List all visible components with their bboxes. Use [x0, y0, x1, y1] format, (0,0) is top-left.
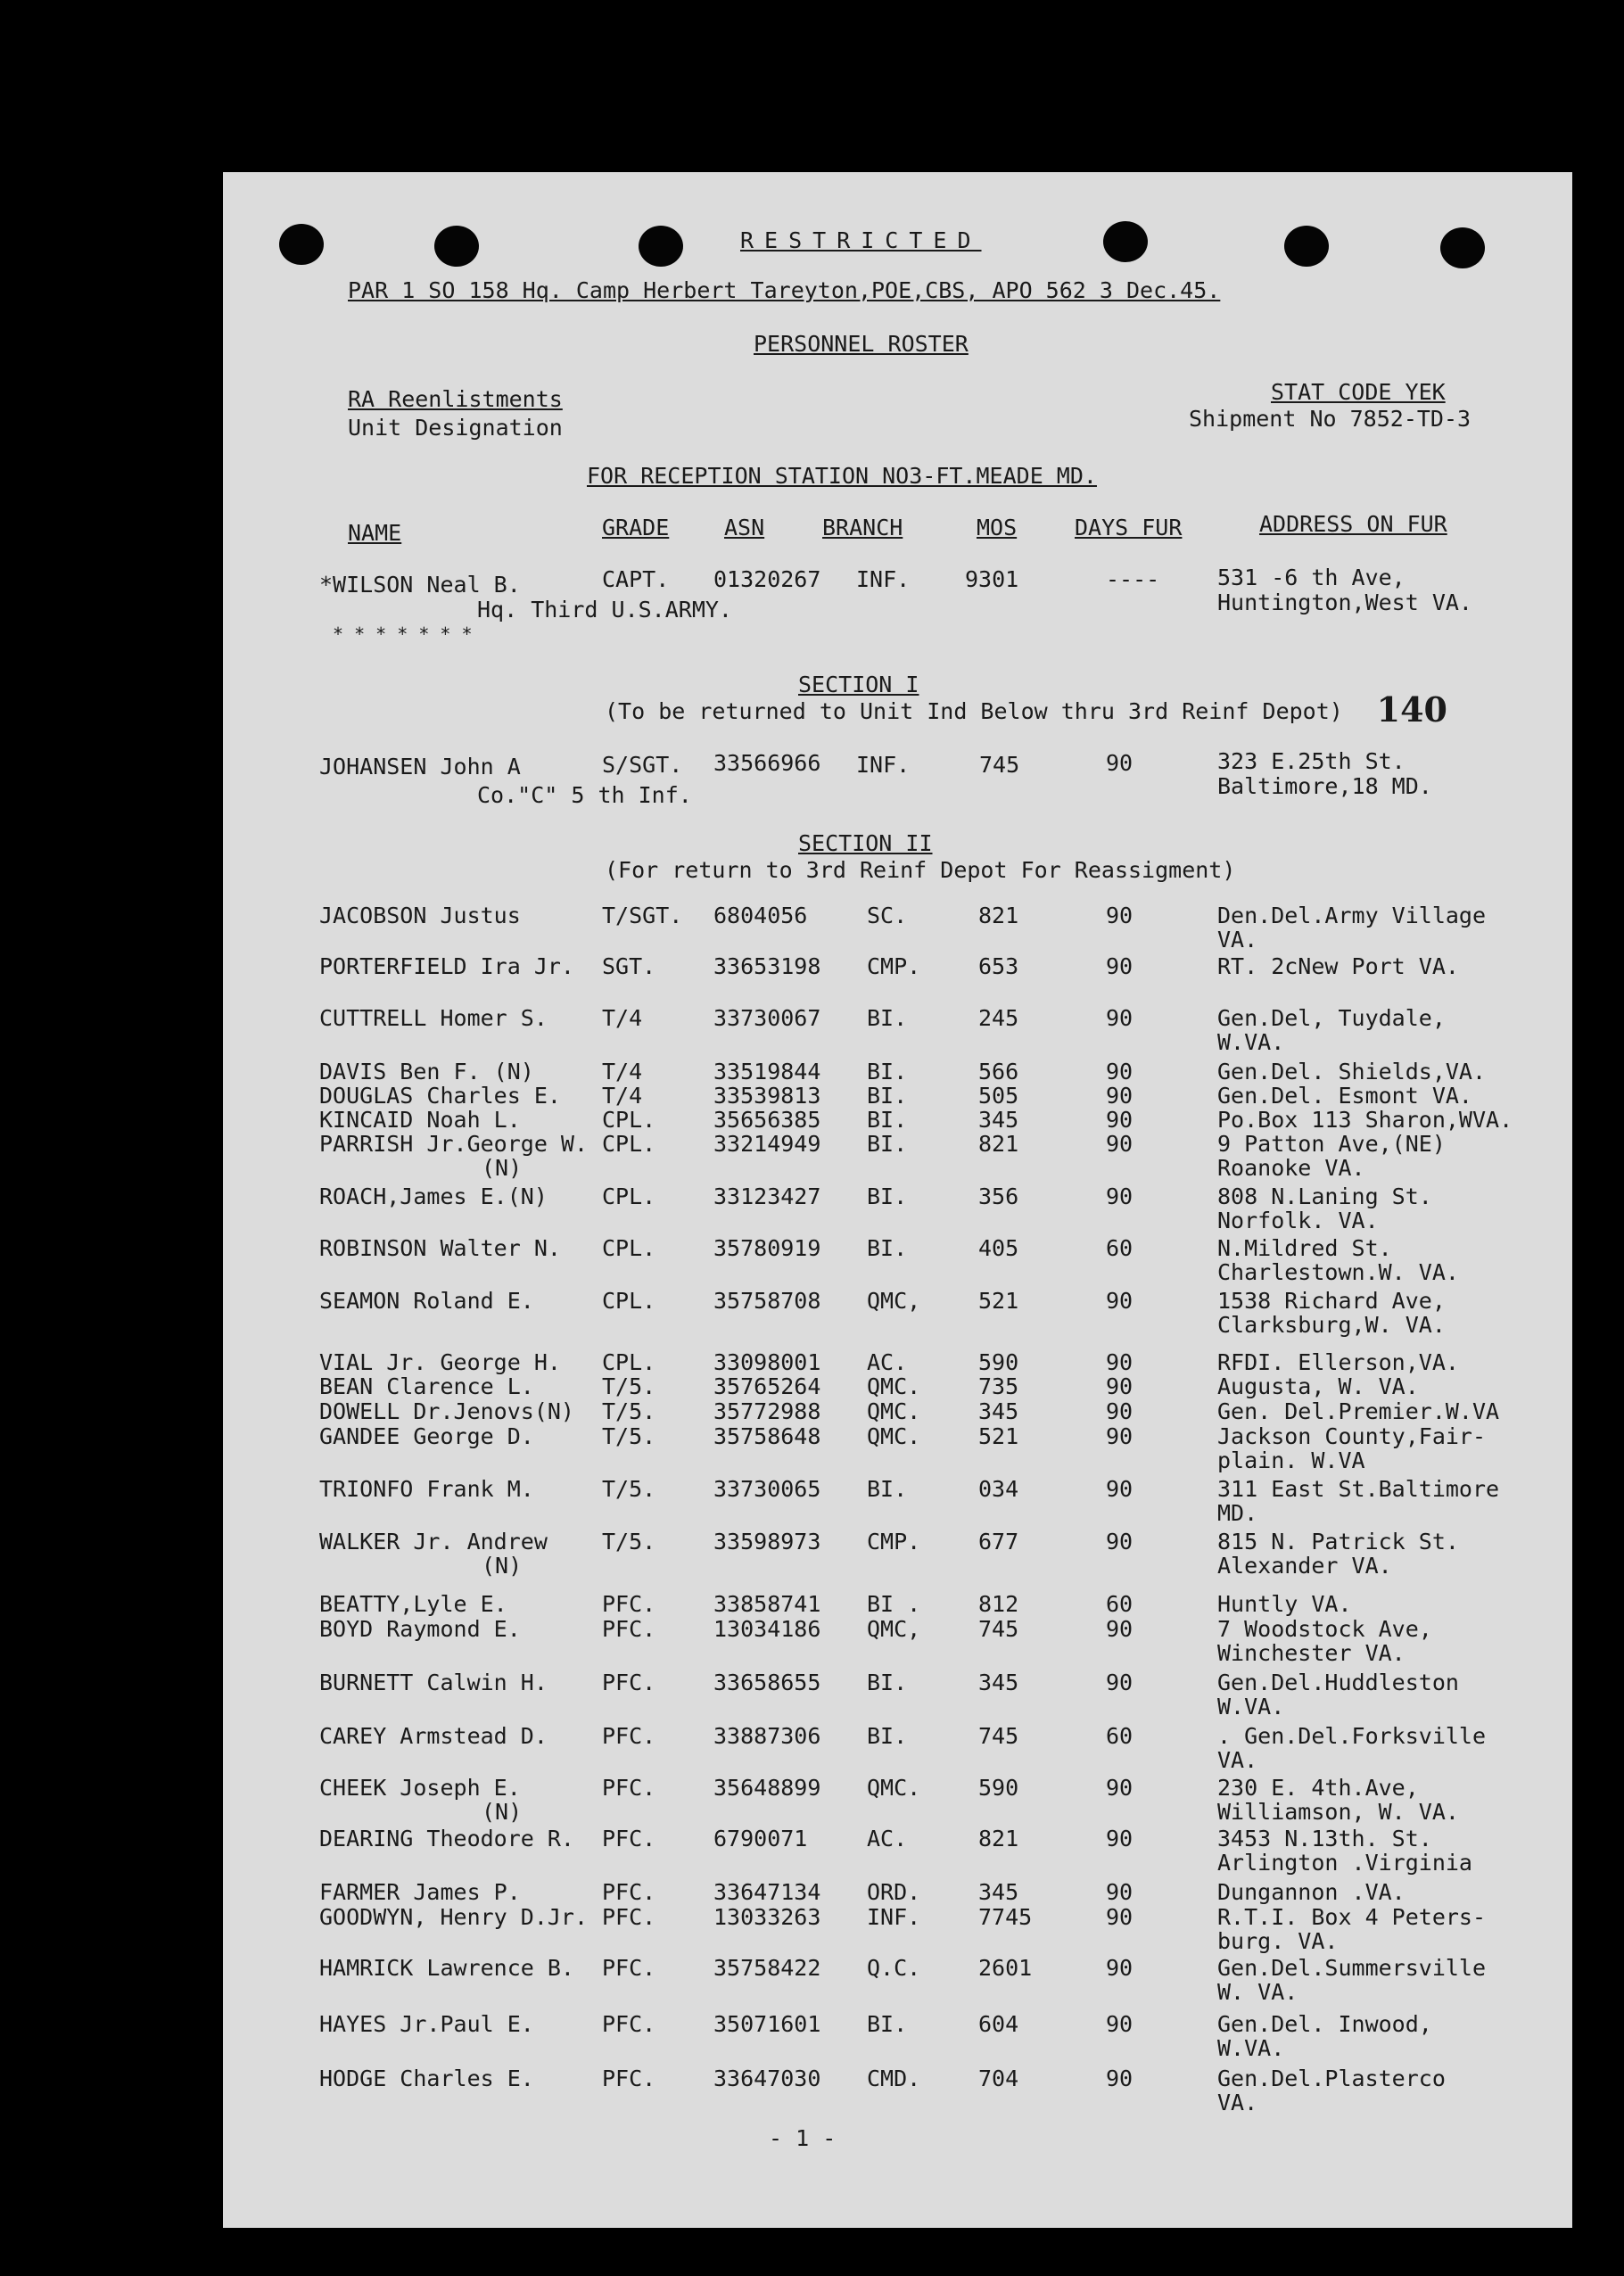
cell-name2: (N) — [482, 1553, 523, 1579]
cell-addr2: Clarksburg,W. VA. — [1217, 1312, 1446, 1338]
cell-asn: 33653198 — [713, 953, 821, 979]
cell-branch: QMC. — [867, 1398, 921, 1424]
officer-name: *WILSON Neal B. — [319, 572, 521, 598]
table-row — [223, 1184, 1572, 1238]
col-address-header: ADDRESS ON FUR — [1259, 511, 1447, 537]
cell-name: ROBINSON Walter N. — [319, 1235, 561, 1261]
punch-hole-5 — [1284, 226, 1329, 267]
cell-grade: SGT. — [602, 953, 656, 979]
cell-addr1: 1538 Richard Ave, — [1217, 1288, 1446, 1314]
cell-addr1: Gen.Del.Huddleston — [1217, 1670, 1459, 1695]
section-1-name: JOHANSEN John A — [319, 754, 521, 779]
cell-name: TRIONFO Frank M. — [319, 1476, 534, 1502]
cell-addr2: MD. — [1217, 1500, 1258, 1526]
cell-branch: BI. — [867, 2011, 908, 2037]
table-row — [223, 1776, 1572, 1829]
col-days-header: DAYS FUR — [1075, 515, 1183, 540]
cell-mos: 345 — [978, 1670, 1019, 1695]
reception-station: FOR RECEPTION STATION NO3-FT.MEADE MD. — [587, 463, 1097, 489]
col-branch-header: BRANCH — [822, 515, 903, 540]
cell-addr1: 7 Woodstock Ave, — [1217, 1616, 1432, 1642]
cell-addr1: 3453 N.13th. St. — [1217, 1826, 1432, 1851]
section-2-title: SECTION II — [798, 830, 933, 856]
cell-branch: BI. — [867, 1235, 908, 1261]
table-row — [223, 1724, 1572, 1777]
officer-mos: 9301 — [965, 566, 1019, 592]
punch-hole-3 — [639, 226, 683, 267]
cell-addr1: Gen.Del. Inwood, — [1217, 2011, 1432, 2037]
cell-name: WALKER Jr. Andrew — [319, 1529, 548, 1554]
section-2-subtitle: (For return to 3rd Reinf Depot For Reassigment) — [605, 857, 1236, 883]
section-1-asn: 33566966 — [713, 750, 821, 776]
cell-days: 90 — [1106, 1879, 1134, 1905]
cell-name: KINCAID Noah L. — [319, 1107, 521, 1133]
cell-asn: 35780919 — [713, 1235, 821, 1261]
cell-days: 60 — [1106, 1591, 1134, 1617]
cell-grade: T/5. — [602, 1398, 656, 1424]
cell-asn: 33098001 — [713, 1349, 821, 1375]
table-row — [223, 1617, 1572, 1670]
cell-asn: 35765264 — [713, 1373, 821, 1399]
cell-mos: 653 — [978, 953, 1019, 979]
cell-mos: 034 — [978, 1476, 1019, 1502]
cell-branch: BI. — [867, 1083, 908, 1109]
cell-mos: 2601 — [978, 1955, 1033, 1981]
officer-stars: * * * * * * * — [333, 623, 473, 645]
cell-branch: BI. — [867, 1005, 908, 1031]
cell-mos: 505 — [978, 1083, 1019, 1109]
cell-name: BURNETT Calwin H. — [319, 1670, 548, 1695]
cell-grade: CPL. — [602, 1349, 656, 1375]
cell-addr2: Alexander VA. — [1217, 1553, 1392, 1579]
cell-days: 90 — [1106, 1670, 1134, 1695]
cell-branch: BI. — [867, 1131, 908, 1157]
cell-grade: PFC. — [602, 1670, 656, 1695]
cell-name: FARMER James P. — [319, 1879, 521, 1905]
cell-addr2: plain. W.VA — [1217, 1447, 1365, 1473]
section-1-mos: 745 — [979, 752, 1020, 778]
cell-grade: PFC. — [602, 1904, 656, 1930]
cell-name2: (N) — [482, 1155, 523, 1181]
table-row — [223, 1289, 1572, 1342]
cell-addr1: Gen.Del. Esmont VA. — [1217, 1083, 1472, 1109]
cell-branch: CMP. — [867, 953, 921, 979]
cell-grade: CPL. — [602, 1288, 656, 1314]
cell-addr2: Williamson, W. VA. — [1217, 1799, 1459, 1825]
cell-addr1: Gen.Del, Tuydale, — [1217, 1005, 1446, 1031]
cell-asn: 6790071 — [713, 1826, 808, 1851]
cell-mos: 735 — [978, 1373, 1019, 1399]
table-row — [223, 2012, 1572, 2066]
cell-asn: 33539813 — [713, 1083, 821, 1109]
cell-addr1: 9 Patton Ave,(NE) — [1217, 1131, 1446, 1157]
cell-name: VIAL Jr. George H. — [319, 1349, 561, 1375]
cell-name: BEAN Clarence L. — [319, 1373, 534, 1399]
cell-addr1: Gen.Del. Shields,VA. — [1217, 1059, 1487, 1084]
cell-mos: 745 — [978, 1723, 1019, 1749]
section-1-branch: INF. — [856, 752, 911, 778]
table-row — [223, 1236, 1572, 1290]
roster-title: PERSONNEL ROSTER — [754, 331, 969, 357]
cell-mos: 566 — [978, 1059, 1019, 1084]
cell-asn: 6804056 — [713, 903, 808, 928]
cell-grade: PFC. — [602, 1591, 656, 1617]
cell-name: BEATTY,Lyle E. — [319, 1591, 507, 1617]
cell-addr2: Charlestown.W. VA. — [1217, 1259, 1459, 1285]
col-name-header: NAME — [348, 520, 402, 546]
cell-name: HAMRICK Lawrence B. — [319, 1955, 574, 1981]
table-row — [223, 1424, 1572, 1478]
cell-branch: BI. — [867, 1183, 908, 1209]
ra-reenlistments: RA Reenlistments — [348, 386, 563, 412]
cell-grade: PFC. — [602, 1723, 656, 1749]
cell-days: 90 — [1106, 1131, 1134, 1157]
cell-addr2: Norfolk. VA. — [1217, 1208, 1379, 1233]
section-1-address-1: 323 E.25th St. — [1217, 748, 1406, 774]
cell-days: 90 — [1106, 903, 1134, 928]
cell-asn: 33123427 — [713, 1183, 821, 1209]
footer-page-number: - 1 - — [769, 2125, 837, 2151]
cell-grade: T/4 — [602, 1005, 643, 1031]
cell-addr1: 808 N.Laning St. — [1217, 1183, 1432, 1209]
cell-addr1: 815 N. Patrick St. — [1217, 1529, 1459, 1554]
table-row — [223, 1827, 1572, 1880]
cell-addr1: Gen. Del.Premier.W.VA — [1217, 1398, 1500, 1424]
cell-days: 90 — [1106, 1183, 1134, 1209]
section-1-grade: S/SGT. — [602, 752, 683, 778]
cell-branch: BI. — [867, 1476, 908, 1502]
punch-hole-6 — [1440, 227, 1485, 268]
table-row — [223, 903, 1572, 957]
cell-branch: AC. — [867, 1826, 908, 1851]
cell-branch: BI. — [867, 1107, 908, 1133]
cell-mos: 345 — [978, 1107, 1019, 1133]
cell-grade: T/5. — [602, 1476, 656, 1502]
cell-name: SEAMON Roland E. — [319, 1288, 534, 1314]
cell-mos: 704 — [978, 2066, 1019, 2091]
cell-addr2: burg. VA. — [1217, 1928, 1339, 1954]
cell-grade: PFC. — [602, 2066, 656, 2091]
cell-addr2: VA. — [1217, 927, 1258, 952]
cell-days: 90 — [1106, 1373, 1134, 1399]
cell-addr2: VA. — [1217, 1747, 1258, 1773]
cell-asn: 35071601 — [713, 2011, 821, 2037]
cell-branch: Q.C. — [867, 1955, 921, 1981]
cell-branch: AC. — [867, 1349, 908, 1375]
cell-name: PARRISH Jr.George W. — [319, 1131, 589, 1157]
officer-grade: CAPT. — [602, 566, 670, 592]
cell-mos: 356 — [978, 1183, 1019, 1209]
cell-branch: BI . — [867, 1591, 921, 1617]
cell-days: 90 — [1106, 2011, 1134, 2037]
cell-days: 90 — [1106, 1616, 1134, 1642]
officer-address-1: 531 -6 th Ave, — [1217, 565, 1406, 590]
punch-hole-2 — [434, 226, 479, 267]
col-grade-header: GRADE — [602, 515, 670, 540]
cell-name: GOODWYN, Henry D.Jr. — [319, 1904, 589, 1930]
cell-days: 60 — [1106, 1723, 1134, 1749]
cell-name: DAVIS Ben F. (N) — [319, 1059, 534, 1084]
cell-grade: PFC. — [602, 2011, 656, 2037]
table-row — [223, 954, 1572, 1008]
officer-unit: Hq. Third U.S.ARMY. — [477, 597, 732, 623]
cell-branch: QMC. — [867, 1423, 921, 1449]
cell-addr1: . Gen.Del.Forksville — [1217, 1723, 1487, 1749]
cell-addr1: RFDI. Ellerson,VA. — [1217, 1349, 1459, 1375]
cell-days: 90 — [1106, 1826, 1134, 1851]
cell-asn: 13034186 — [713, 1616, 821, 1642]
cell-grade: PFC. — [602, 1955, 656, 1981]
cell-mos: 521 — [978, 1423, 1019, 1449]
cell-asn: 33730067 — [713, 1005, 821, 1031]
cell-name: DOUGLAS Charles E. — [319, 1083, 561, 1109]
cell-mos: 590 — [978, 1775, 1019, 1801]
section-1-title: SECTION I — [798, 672, 919, 697]
cell-asn: 35758708 — [713, 1288, 821, 1314]
cell-days: 90 — [1106, 1423, 1134, 1449]
cell-grade: T/5. — [602, 1373, 656, 1399]
cell-addr1: Augusta, W. VA. — [1217, 1373, 1419, 1399]
table-row — [223, 1132, 1572, 1185]
cell-branch: QMC. — [867, 1775, 921, 1801]
cell-branch: BI. — [867, 1723, 908, 1749]
cell-asn: 33598973 — [713, 1529, 821, 1554]
cell-addr1: Gen.Del.Summersville — [1217, 1955, 1487, 1981]
cell-addr1: Jackson County,Fair- — [1217, 1423, 1487, 1449]
cell-grade: T/4 — [602, 1059, 643, 1084]
order-line: PAR 1 SO 158 Hq. Camp Herbert Tareyton,POE,CBS, APO 562 3 Dec.45. — [348, 277, 1221, 303]
cell-addr1: R.T.I. Box 4 Peters- — [1217, 1904, 1487, 1930]
cell-name: BOYD Raymond E. — [319, 1616, 521, 1642]
table-row — [223, 1477, 1572, 1530]
section-1-address-2: Baltimore,18 MD. — [1217, 773, 1432, 799]
cell-days: 90 — [1106, 1107, 1134, 1133]
cell-name: CAREY Armstead D. — [319, 1723, 548, 1749]
cell-name: ROACH,James E.(N) — [319, 1183, 548, 1209]
cell-mos: 590 — [978, 1349, 1019, 1375]
cell-mos: 745 — [978, 1616, 1019, 1642]
section-1-days: 90 — [1106, 750, 1134, 776]
cell-asn: 33214949 — [713, 1131, 821, 1157]
cell-branch: SC. — [867, 903, 908, 928]
cell-days: 90 — [1106, 2066, 1134, 2091]
cell-asn: 35656385 — [713, 1107, 821, 1133]
cell-branch: INF. — [867, 1904, 921, 1930]
cell-mos: 521 — [978, 1288, 1019, 1314]
cell-mos: 345 — [978, 1398, 1019, 1424]
cell-name: HAYES Jr.Paul E. — [319, 2011, 534, 2037]
cell-addr2: VA. — [1217, 2090, 1258, 2115]
cell-branch: BI. — [867, 1670, 908, 1695]
cell-days: 90 — [1106, 1476, 1134, 1502]
cell-asn: 35772988 — [713, 1398, 821, 1424]
cell-grade: PFC. — [602, 1616, 656, 1642]
cell-mos: 821 — [978, 1826, 1019, 1851]
cell-grade: T/SGT. — [602, 903, 683, 928]
cell-mos: 604 — [978, 2011, 1019, 2037]
officer-address-2: Huntington,West VA. — [1217, 590, 1472, 615]
cell-grade: T/4 — [602, 1083, 643, 1109]
cell-days: 90 — [1106, 1083, 1134, 1109]
cell-name: PORTERFIELD Ira Jr. — [319, 953, 574, 979]
cell-mos: 812 — [978, 1591, 1019, 1617]
cell-days: 90 — [1106, 1398, 1134, 1424]
cell-days: 90 — [1106, 1955, 1134, 1981]
cell-addr1: Den.Del.Army Village — [1217, 903, 1487, 928]
shipment-number: Shipment No 7852-TD-3 — [1189, 406, 1471, 432]
cell-name: CUTTRELL Homer S. — [319, 1005, 548, 1031]
cell-grade: CPL. — [602, 1183, 656, 1209]
cell-asn: 33647134 — [713, 1879, 821, 1905]
punch-hole-1 — [279, 224, 324, 265]
cell-addr1: Dungannon .VA. — [1217, 1879, 1406, 1905]
cell-branch: BI. — [867, 1059, 908, 1084]
cell-name: CHEEK Joseph E. — [319, 1775, 521, 1801]
cell-mos: 345 — [978, 1879, 1019, 1905]
cell-addr1: Po.Box 113 Sharon,WVA. — [1217, 1107, 1513, 1133]
cell-branch: CMP. — [867, 1529, 921, 1554]
cell-asn: 33858741 — [713, 1591, 821, 1617]
table-row — [223, 1905, 1572, 1959]
cell-asn: 13033263 — [713, 1904, 821, 1930]
cell-asn: 35758422 — [713, 1955, 821, 1981]
cell-addr2: W.VA. — [1217, 1694, 1285, 1719]
table-row — [223, 1956, 1572, 2009]
cell-grade: CPL. — [602, 1131, 656, 1157]
cell-branch: QMC. — [867, 1373, 921, 1399]
punch-hole-4 — [1103, 221, 1148, 262]
cell-days: 90 — [1106, 1059, 1134, 1084]
cell-days: 60 — [1106, 1235, 1134, 1261]
cell-grade: T/5. — [602, 1529, 656, 1554]
officer-days: ---- — [1106, 566, 1160, 592]
cell-addr1: N.Mildred St. — [1217, 1235, 1392, 1261]
cell-addr2: W.VA. — [1217, 2035, 1285, 2061]
cell-asn: 33519844 — [713, 1059, 821, 1084]
cell-mos: 821 — [978, 903, 1019, 928]
unit-designation: Unit Designation — [348, 415, 563, 441]
cell-days: 90 — [1106, 953, 1134, 979]
section-1-unit: Co."C" 5 th Inf. — [477, 782, 692, 808]
cell-grade: PFC. — [602, 1879, 656, 1905]
cell-mos: 7745 — [978, 1904, 1033, 1930]
cell-days: 90 — [1106, 1529, 1134, 1554]
page-number-stamp: 140 — [1376, 689, 1447, 730]
cell-branch: CMD. — [867, 2066, 921, 2091]
cell-days: 90 — [1106, 1904, 1134, 1930]
table-row — [223, 1530, 1572, 1583]
table-row — [223, 1670, 1572, 1724]
cell-addr1: Huntly VA. — [1217, 1591, 1352, 1617]
cell-asn: 33730065 — [713, 1476, 821, 1502]
cell-asn: 33647030 — [713, 2066, 821, 2091]
cell-name: DOWELL Dr.Jenovs(N) — [319, 1398, 574, 1424]
cell-addr1: 230 E. 4th.Ave, — [1217, 1775, 1419, 1801]
col-mos-header: MOS — [977, 515, 1018, 540]
officer-branch: INF. — [856, 566, 911, 592]
cell-mos: 677 — [978, 1529, 1019, 1554]
cell-asn: 35648899 — [713, 1775, 821, 1801]
cell-addr2: Winchester VA. — [1217, 1640, 1406, 1666]
table-row — [223, 2066, 1572, 2120]
cell-name: DEARING Theodore R. — [319, 1826, 574, 1851]
cell-name: HODGE Charles E. — [319, 2066, 534, 2091]
col-asn-header: ASN — [724, 515, 765, 540]
section-1-subtitle: (To be returned to Unit Ind Below thru 3rd Reinf Depot) — [605, 698, 1343, 724]
cell-grade: PFC. — [602, 1826, 656, 1851]
cell-grade: CPL. — [602, 1107, 656, 1133]
table-row — [223, 1006, 1572, 1060]
cell-addr2: Roanoke VA. — [1217, 1155, 1365, 1181]
cell-name: JACOBSON Justus — [319, 903, 521, 928]
cell-addr1: RT. 2cNew Port VA. — [1217, 953, 1459, 979]
cell-addr1: 311 East St.Baltimore — [1217, 1476, 1500, 1502]
cell-mos: 245 — [978, 1005, 1019, 1031]
cell-days: 90 — [1106, 1349, 1134, 1375]
cell-days: 90 — [1106, 1775, 1134, 1801]
cell-name: GANDEE George D. — [319, 1423, 534, 1449]
cell-branch: ORD. — [867, 1879, 921, 1905]
cell-asn: 35758648 — [713, 1423, 821, 1449]
cell-asn: 33658655 — [713, 1670, 821, 1695]
cell-days: 90 — [1106, 1288, 1134, 1314]
cell-grade: CPL. — [602, 1235, 656, 1261]
officer-asn: 01320267 — [713, 566, 821, 592]
cell-asn: 33887306 — [713, 1723, 821, 1749]
cell-addr1: Gen.Del.Plasterco — [1217, 2066, 1446, 2091]
cell-addr2: Arlington .Virginia — [1217, 1850, 1472, 1876]
cell-grade: PFC. — [602, 1775, 656, 1801]
cell-branch: QMC, — [867, 1616, 921, 1642]
cell-name2: (N) — [482, 1799, 523, 1825]
cell-addr2: W.VA. — [1217, 1029, 1285, 1055]
cell-grade: T/5. — [602, 1423, 656, 1449]
cell-mos: 405 — [978, 1235, 1019, 1261]
cell-addr2: W. VA. — [1217, 1979, 1298, 2005]
classification-heading: RESTRICTED — [740, 227, 982, 253]
cell-mos: 821 — [978, 1131, 1019, 1157]
cell-days: 90 — [1106, 1005, 1134, 1031]
stat-code: STAT CODE YEK — [1271, 379, 1446, 405]
cell-branch: QMC, — [867, 1288, 921, 1314]
document-page — [223, 172, 1572, 2228]
